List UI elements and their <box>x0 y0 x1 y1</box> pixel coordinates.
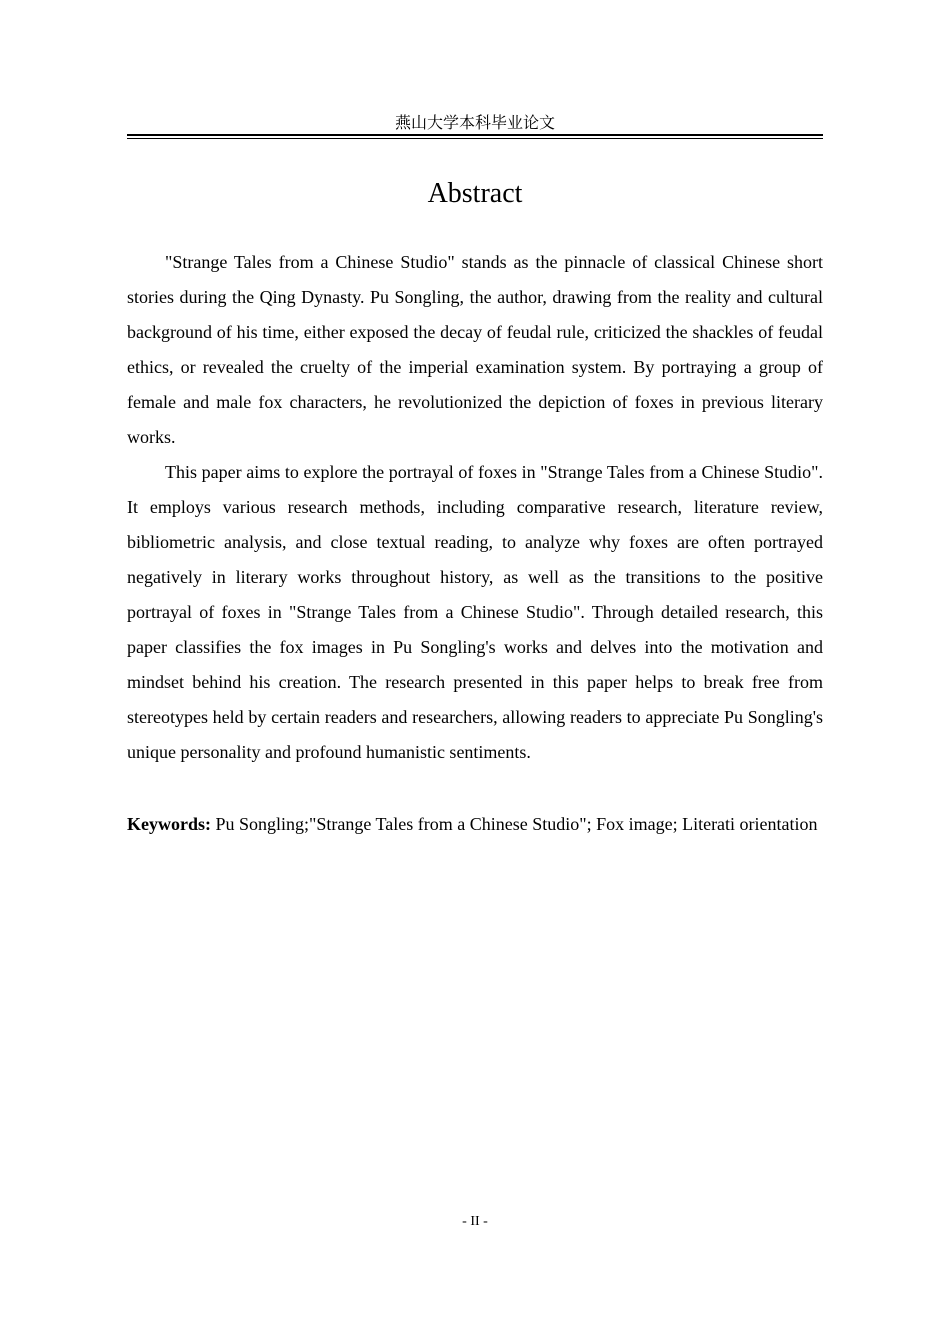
keywords-section <box>127 807 823 842</box>
abstract-body <box>127 245 823 770</box>
running-header: 燕山大学本科毕业论文 <box>394 115 555 132</box>
header-rule-thick <box>127 134 823 136</box>
abstract-paragraph-2: This paper aims to explore the portrayal of foxes in "Strange Tales from a Chinese Studio". It employs various research methods, including comparative research, literature review, bibliometric analysis, and close textual reading, to analyze why foxes are often portrayed negatively in literary works throughout history, as well as the transitions to the positive portrayal of foxes in "Strange Tales from a Chinese Studio". Through detailed research, this paper classifies the fox images in Pu Songling's works and delves into the motivation and mindset behind his creation. The research presented in this paper helps to break free from stereotypes held by certain readers and researchers, allowing readers to appreciate Pu Songling's unique personality and profound humanistic sentiments. <box>127 462 823 762</box>
keywords-text: Pu Songling;"Strange Tales from a Chinese Studio"; Fox image; Literati orientation <box>215 814 818 834</box>
page-title: Abstract <box>427 178 523 209</box>
header-rule-thin <box>127 138 823 139</box>
abstract-paragraph-1: "Strange Tales from a Chinese Studio" stands as the pinnacle of classical Chinese short stories during the Qing Dynasty. Pu Songling, the author, drawing from the reality and cultural background of his time, either exposed the decay of feudal rule, criticized the shackles of feudal ethics, or revealed the cruelty of the imperial examination system. By portraying a group of female and male fox characters, he revolutionized the depiction of foxes in previous literary works. <box>127 252 823 447</box>
keywords-label: Keywords: <box>127 814 211 834</box>
page-number: - II - <box>462 1214 488 1229</box>
